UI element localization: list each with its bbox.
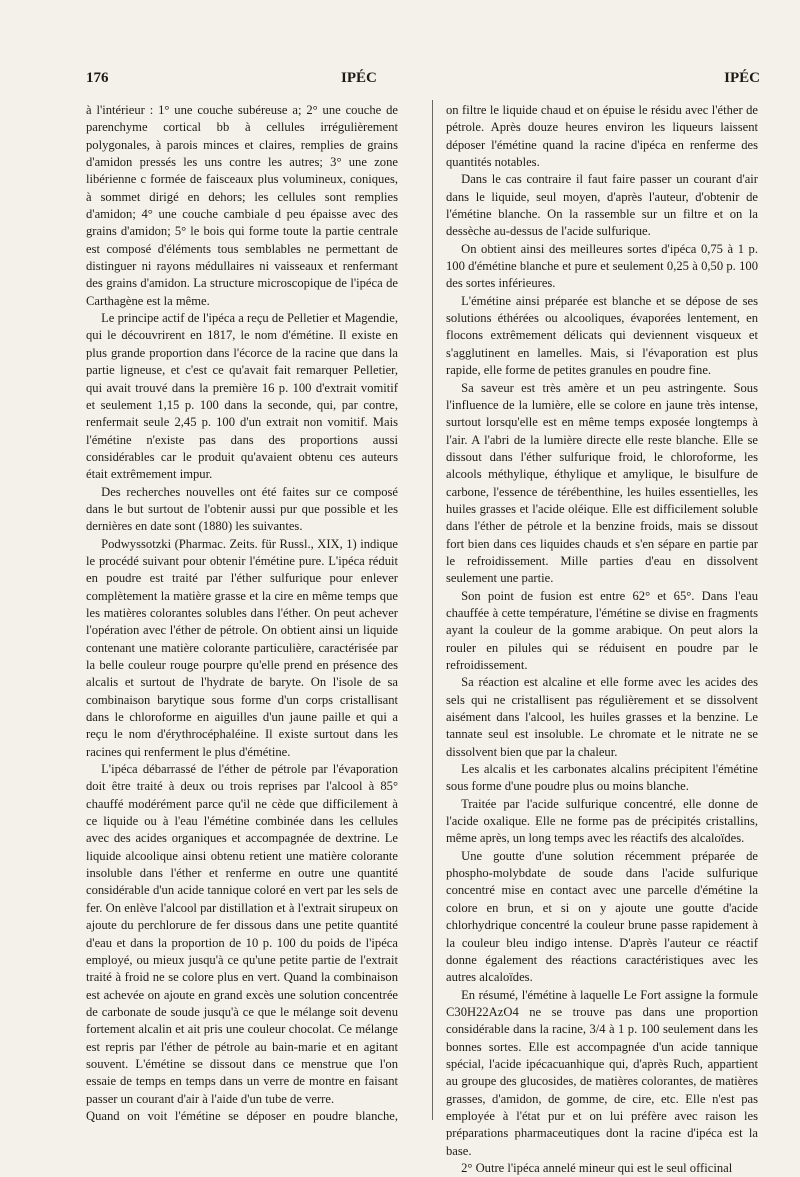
- right-column: [446, 102, 758, 1175]
- paragraph: Une goutte d'une solution récemment préparée de phospho-molybdate de soude dans l'acide sulfurique concentré mise en contact avec une parcelle d'émétine la colore en brun, et si on y ajoute une goutte d'acide chlorhydrique concentré la couleur brune passe rapidement à la couleur bleu indigo intense. D'après l'auteur ce réactif donne également des réactions caractéristiques avec les autres alcaloïdes.: [446, 848, 758, 985]
- paragraph: L'ipéca débarrassé de l'éther de pétrole par l'évaporation doit être traité à deux ou trois reprises par l'alcool à 85° chauffé modérément parce qu'il ne cède que difficilement à ce liquide ou à l'eau l'émétine combinée dans les cellules avec des acides organiques et accompagnée de dextrine. Le liquide alcoolique ainsi obtenu retient une matière colorante insoluble dans l'éther et renferme en outre une quantité considérable d'un acide tannique coloré en vert par les sels de fer. On enlève l'alcool par distillation et à l'extrait sirupeux on ajoute du perchlorure de fer dissous dans une petite quantité d'eau et dans la proportion de 10 p. 100 du poids de l'ipéca employé, ou mieux jusqu'à ce qu'une petite partie de l'extrait traité à froid ne se colore plus en vert. Quand la combinaison est achevée on ajoute en grand excès une solution concentrée de carbonate de soude jusqu'à ce que le mélange soit devenu fortement alcalin et ait pris une couleur chocolat. Ce mélange est repris par l'éther de pétrole au bain-marie et en agitant souvent. L'émétine se dissout dans ce menstrue que l'on essaie de temps en temps dans un verre de montre en faisant passer un courant d'air à l'aide d'un tube de verre.: [86, 762, 398, 1106]
- column-divider: [432, 100, 433, 1120]
- running-title-right: IPÉC: [724, 70, 760, 86]
- paragraph: Sa réaction est alcaline et elle forme avec les acides des sels qui ne cristallisent pas régulièrement et se dissolvent aisément dans l'alcool, les huiles grasses et la benzine. Le tannate seul est insoluble. Le chromate et le nitrate ne se dissolvent bien que par la chaleur.: [446, 675, 758, 759]
- paragraph: Les alcalis et les carbonates alcalins précipitent l'émétine sous forme d'une poudre plus ou moins blanche.: [446, 762, 758, 794]
- paragraph: Quand on voit l'émétine se déposer en poudre blanche,: [86, 1108, 398, 1123]
- paragraph: Sa saveur est très amère et un peu astringente. Sous l'influence de la lumière, elle se colore en jaune très intense, surtout lorsqu'elle est en même temps exposée longtemps à l'air. A l'abri de la lumière directe elle reste blanche. Elle se dissout dans l'éther sulfurique froid, le chloroforme, les alcools méthylique, éthylique et amylique, le bisulfure de carbone, l'essence de térébenthine, les huiles essentielles, les huiles grasses et l'acide oléique. Elle est difficilement soluble dans l'éther de pétrole et la benzine froids, mais se dissout fort bien dans ces liquides chauds et s'en sépare en partie par le refroidissement. Mille parties d'eau en dissolvent seulement une partie.: [446, 380, 758, 586]
- page-number: 176: [86, 70, 109, 86]
- paragraph: On obtient ainsi des meilleures sortes d'ipéca 0,75 à 1 p. 100 d'émétine blanche et pure et seulement 0,25 à 0,50 p. 100 des sortes inférieures.: [446, 241, 758, 291]
- paragraph: Des recherches nouvelles ont été faites sur ce composé dans le but surtout de l'obtenir aussi pur que possible et les dernières en date sont (1880) les suivantes.: [86, 484, 398, 534]
- paragraph: Son point de fusion est entre 62° et 65°. Dans l'eau chauffée à cette température, l'émétine se divise en fragments ayant la couleur de la gomme arabique. On peut alors la rouler en pilules qui se réduisent en poudre par le refroidissement.: [446, 588, 758, 672]
- running-header: [86, 70, 766, 94]
- paragraph: Traitée par l'acide sulfurique concentré, elle donne de l'acide oxalique. Elle ne forme pas de précipités cristallins, même après, un long temps avec les réactifs des alcaloïdes.: [446, 796, 758, 846]
- paragraph: L'émétine ainsi préparée est blanche et se dépose de ses solutions éthérées ou alcooliques, évaporées lentement, en flocons extrêmement délicats qui deviennent visqueux et s'agglutinent en lamelles. Mais, si l'évaporation est plus rapide, elle forme de petites granules en poudre fine.: [446, 293, 758, 378]
- left-column: [86, 102, 398, 1132]
- paragraph: Dans le cas contraire il faut faire passer un courant d'air dans le liquide, seul moyen, d'après l'auteur, d'obtenir de l'émétine blanche. On la rassemble sur un filtre et on la dessèche au-dessus de l'acide sulfurique.: [446, 172, 758, 239]
- paragraph: Podwyssotzki (Pharmac. Zeits. für Russl., XIX, 1) indique le procédé suivant pour obtenir l'émétine pure. L'ipéca réduit en poudre est traité par l'éther sulfurique pour enlever complètement la matière grasse et la cire en même temps que les matières colorantes solubles dans l'éther. On peut achever l'opération avec l'éther de pétrole. On obtient ainsi un liquide contenant une matière colorante particulière, caractérisée par la belle couleur rouge pourpre qu'elle prend en présence des alcalis et surtout de l'hydrate de baryte. On l'isole de sa combinaison barytique sous forme d'un corps cristallisant dans le chloroforme en aiguilles d'un jaune paille et qui a reçu le nom d'érythrocéphaléine. Il existe surtout dans les racines qui renferment le plus d'émétine.: [86, 536, 398, 759]
- paragraph: à l'intérieur : 1° une couche subéreuse a; 2° une couche de parenchyme cortical bb à cellules irrégulièrement polygonales, à parois minces et claires, remplies de grains d'amidon pressés les uns contre les autres; 3° une zone libérienne c formée de faisceaux plus volumineux, coniques, à sommet dirigé en dehors; les cellules sont remplies d'amidon; 4° une couche cambiale d peu épaisse avec des grains d'amidon; 5° le bois qui forme toute la partie centrale est composé d'éléments tous semblables ne permettant de distinguer ni rayons médullaires ni vaisseaux et renfermant des grains d'amidon. La structure microscopique de l'ipéca de Carthagène est la même.: [86, 103, 398, 308]
- paragraph: Le principe actif de l'ipéca a reçu de Pelletier et Magendie, qui le découvrirent en 1817, le nom d'émétine. Il existe en plus grande proportion dans l'écorce de la racine que dans la partie ligneuse, et c'est ce qu'avait fait remarquer Pelletier, qui avait trouvé dans la première 16 p. 100 d'extrait vomitif et seulement 1,15 p. 100 dans la seconde, qui, par contre, renfermait seule 2,45 p. 100 d'un extrait non vomitif. Mais l'émétine n'existe pas dans des proportions aussi considérables car le produit qu'avaient obtenu ces auteurs était extrêmement impur.: [86, 311, 398, 482]
- paragraph: En résumé, l'émétine à laquelle Le Fort assigne la formule C30H22AzO4 ne se trouve pas dans une proportion considérable dans la racine, 3/4 à 1 p. 100 seulement dans les bonnes sortes. Elle est accompagnée d'un acide tannique spécial, l'acide ipécacuanhique qui, d'après Ruch, appartient au groupe des glucosides, de matières colorantes, de matières grasses, d'amidon, de gomme, de cire, etc. Elle n'est pas employée à l'état pur et on lui préfère avec raison les préparations pharmaceutiques dont la racine d'ipéca est la base.: [446, 987, 758, 1158]
- running-title-left: IPÉC: [341, 70, 377, 86]
- paragraph: on filtre le liquide chaud et on épuise le résidu avec l'éther de pétrole. Après douze heures environ les liqueurs laissent déposer l'émétine quand la racine d'ipéca en renferme des quantités notables.: [446, 103, 758, 170]
- paragraph: 2° Outre l'ipéca annelé mineur qui est le seul officinal: [461, 1160, 733, 1175]
